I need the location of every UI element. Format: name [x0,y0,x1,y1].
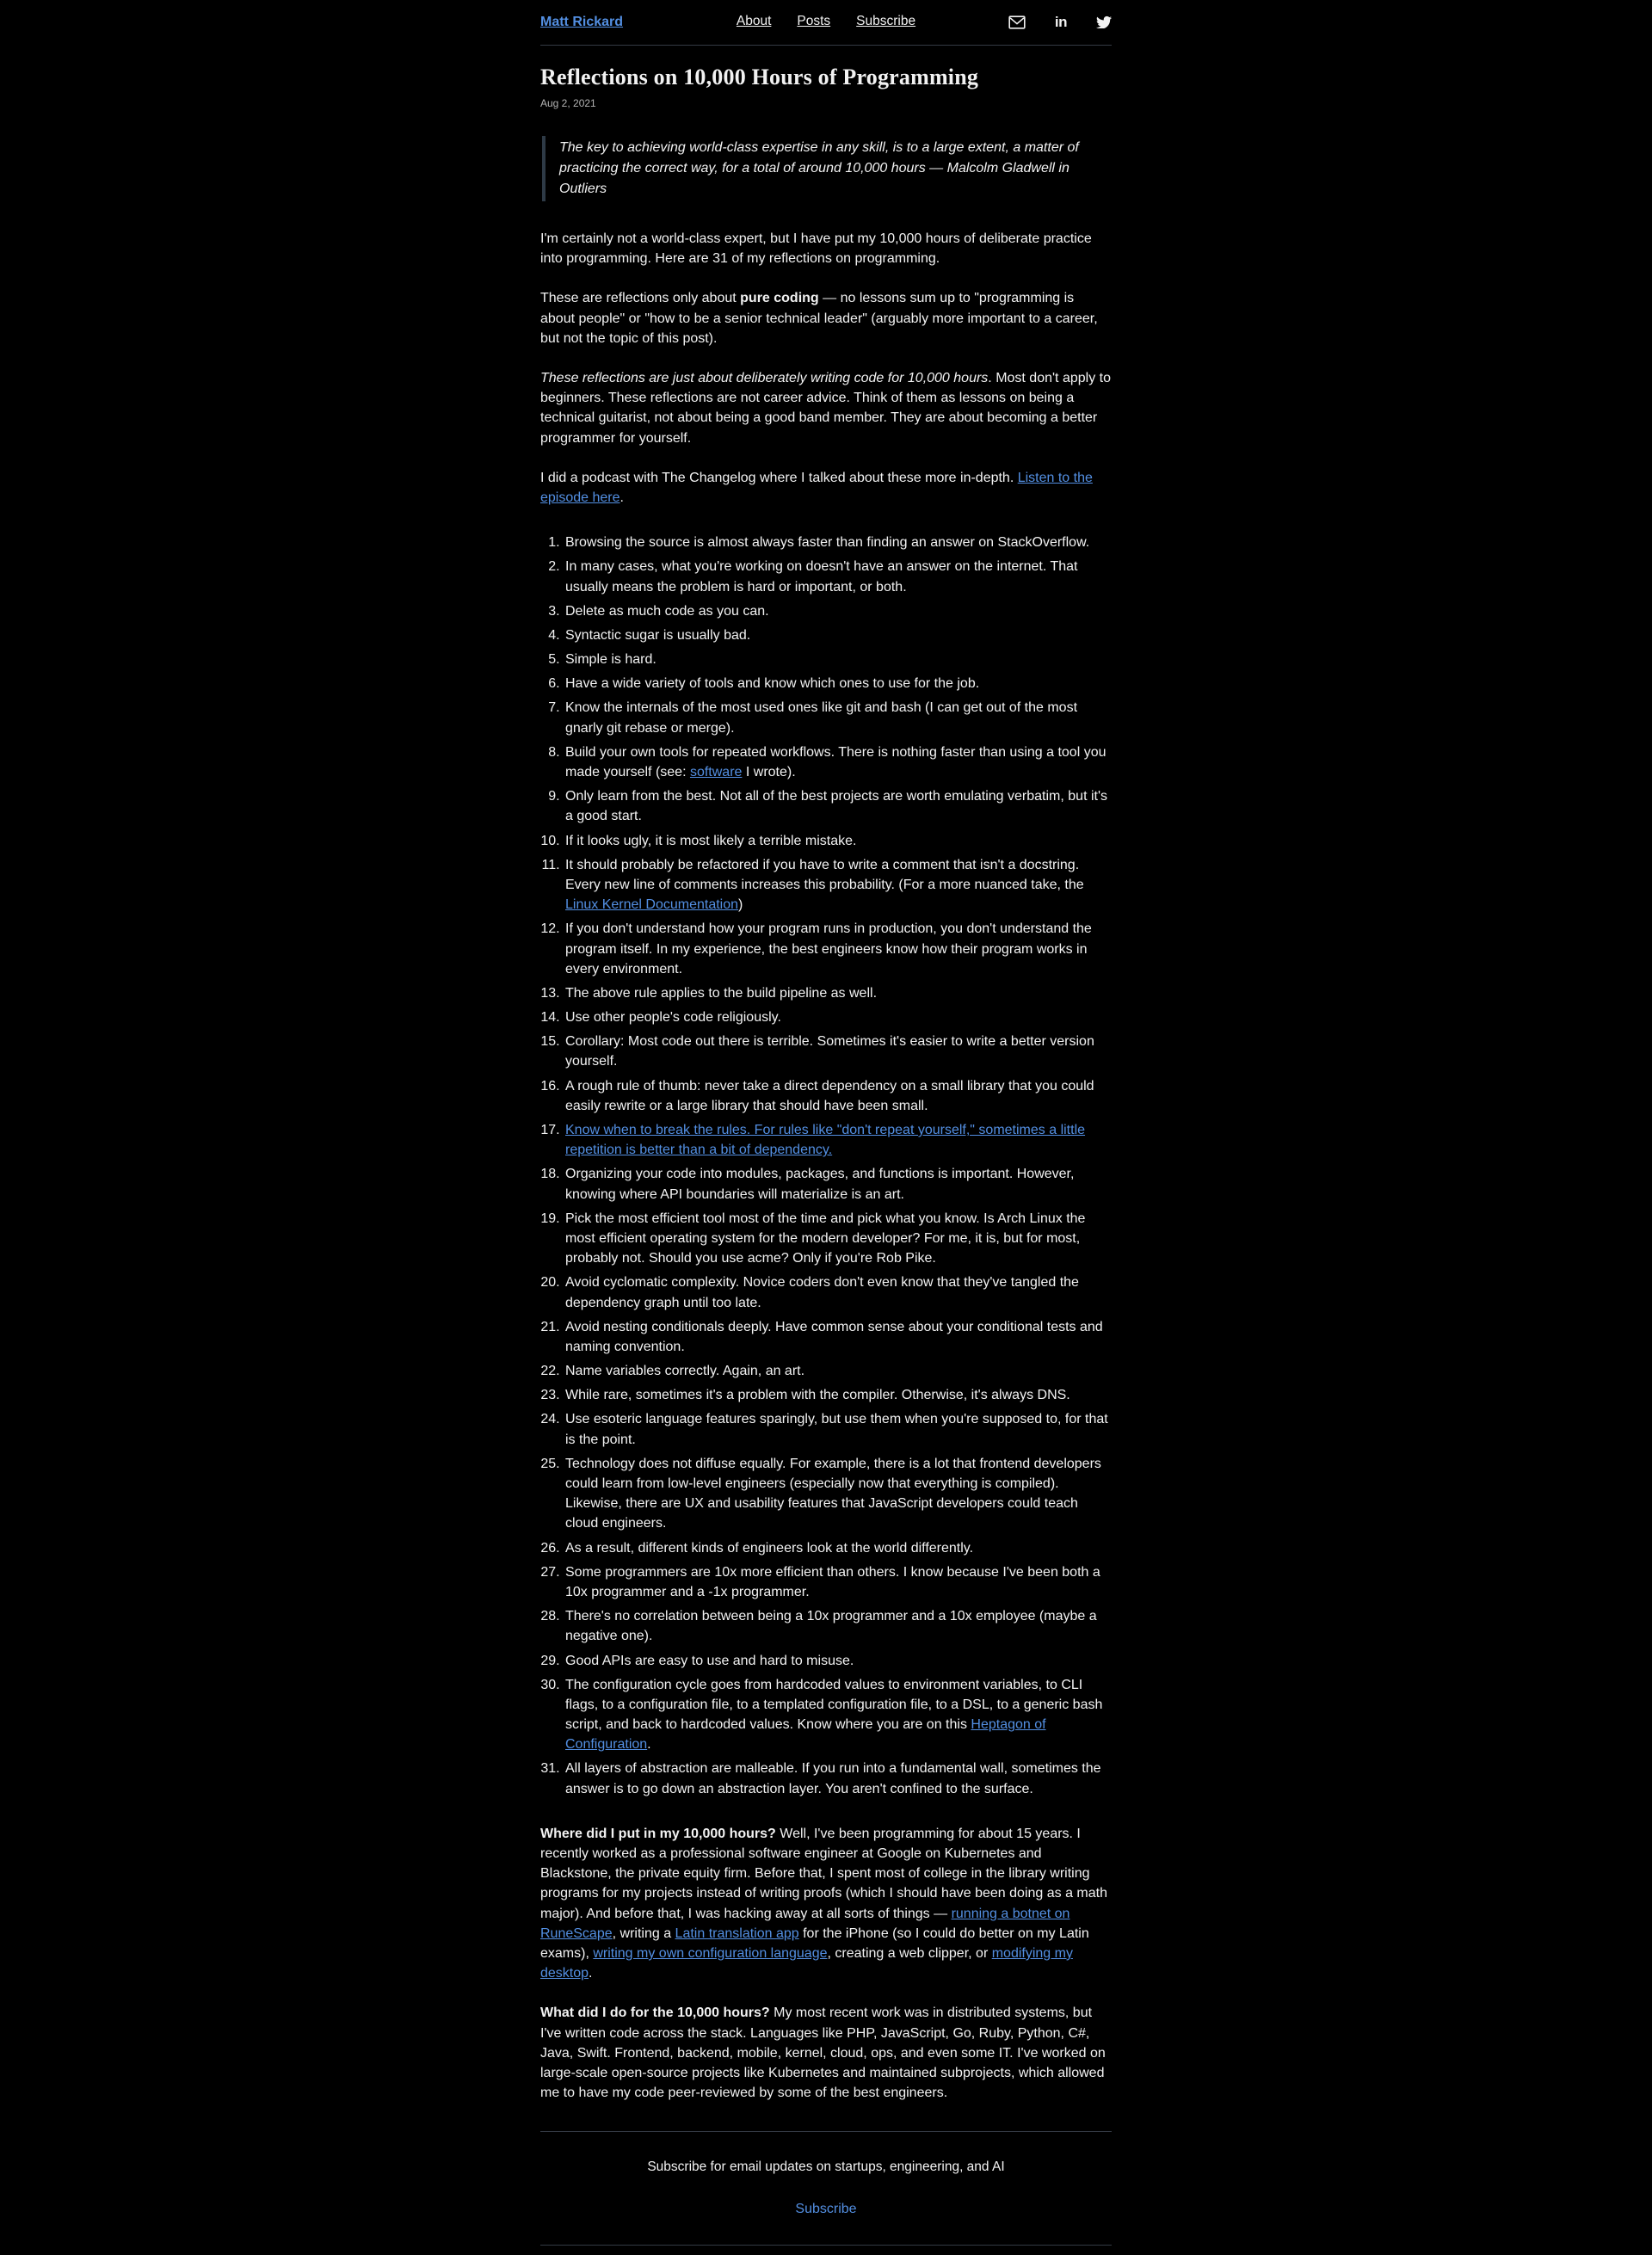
text-segment: A rough rule of thumb: never take a direct dependency on a small library that you could easily rewrite or a large library that should have been small. [565,1078,1094,1113]
page-title: Reflections on 10,000 Hours of Programming [540,65,979,90]
text-segment: Good APIs are easy to use and hard to misuse. [565,1653,854,1668]
reflection-item [564,533,1112,552]
text-segment: . [589,1966,593,1981]
reflection-item [564,1409,1112,1449]
footer-divider-top [540,2131,1112,2132]
nav-link-posts[interactable]: Posts [797,14,831,29]
reflection-item [564,1076,1112,1116]
reflection-item [564,1675,1112,1755]
paragraph [540,468,1112,508]
footer-divider-bottom [540,2245,1112,2246]
post-date: Aug 2, 2021 [540,96,596,109]
reflection-item [564,1361,1112,1381]
reflection-item [564,831,1112,851]
footer-subscribe-link[interactable]: Subscribe [795,2201,857,2216]
reflection-item [564,1317,1112,1357]
text-segment: The above rule applies to the build pipeline as well. [565,985,878,1001]
reflection-item [564,742,1112,782]
inline-link[interactable]: Heptagon of Configuration [565,1717,1046,1753]
inline-link[interactable]: software [689,765,743,780]
social-icons [1008,15,1112,29]
text-segment: Browsing the source is almost always faster than finding an answer on StackOverflow. [565,535,1090,551]
text-segment: — no lessons sum up to "programming is about people" or "how to be a senior technical leader" (arguably more important to a career, but not the topic of this post). [540,291,1098,346]
reflection-item [564,1272,1112,1312]
text-segment: Where did I put in my 10,000 hours? [540,1826,776,1841]
reflection-item [564,650,1112,669]
reflection-item [564,983,1112,1003]
reflection-item [564,625,1112,645]
reflection-item [564,1562,1112,1602]
reflection-item [564,1385,1112,1405]
text-segment: . [620,490,624,505]
text-segment: These are reflections only about [540,291,741,306]
reflection-item [564,919,1112,979]
closing-paragraph [540,2003,1112,2103]
nav-link-about[interactable]: About [736,14,772,29]
text-segment: I did a podcast with The Changelog where I talked about these more in-depth. [540,470,1018,485]
inline-link[interactable]: running a botnet on RuneScape [540,1906,1070,1941]
text-segment: Use esoteric language features sparingly, but use them when you're supposed to, for that is the point. [565,1412,1108,1447]
text-segment: , writing a [612,1925,675,1941]
text-segment: My most recent work was in distributed systems, but I've written code across the stack. Languages like PHP, JavaScript, Go, Ruby, Python, C#, Java, Swift. Frontend, backend, mobile, kernel, cloud, ops, and even some IT. I've worked on large-scale open-source projects like Kubernetes and maintained subprojects, which allowed me to have my code peer-reviewed by some of the best engineers. [540,2005,1106,2101]
text-segment: If it looks ugly, it is most likely a terrible mistake. [565,833,857,848]
text-segment: Have a wide variety of tools and know which ones to use for the job. [565,676,980,692]
text-segment: . [647,1737,651,1753]
reflection-item [564,674,1112,693]
inline-link[interactable]: Listen to the episode here [540,470,1093,505]
twitter-icon[interactable] [1096,15,1112,28]
text-segment: Organizing your code into modules, packages, and functions is important. However, knowing where API boundaries will materialize is an art. [565,1167,1075,1202]
text-segment: If you don't understand how your program runs in production, you don't understand the program itself. In my experience, the best engineers know how their program works in every environment. [565,921,1092,977]
reflection-item [564,1651,1112,1671]
paragraph [540,229,1112,268]
text-segment: The configuration cycle goes from hardcoded values to environment variables, to CLI flags, to a configuration file, to a templated configuration file, to a DSL, to a generic bash script, and back to hardcoded values. Know where you are on this [565,1677,1103,1733]
reflection-item [564,1032,1112,1071]
text-segment: Pick the most efficient tool most of the time and pick what you know. Is Arch Linux the most efficient operating system for the modern developer? For me, it is, but for most, probably not. Should you use acme? Only if you're Rob Pike. [565,1211,1086,1266]
reflection-item [564,1209,1112,1269]
reflection-item [564,1007,1112,1027]
inline-link[interactable]: Know when to break the rules. For rules like "don't repeat yourself," sometimes a little repetition is better than a bit of dependency. [565,1123,1086,1158]
text-segment: All layers of abstraction are malleable. If you run into a fundamental wall, sometimes the answer is to go down an abstraction layer. You aren't confined to the surface. [565,1761,1101,1796]
text-segment: Some programmers are 10x more efficient than others. I know because I've been both a 10x programmer and a -1x programmer. [565,1564,1100,1599]
text-segment: It should probably be refactored if you have to write a comment that isn't a docstring. Every new line of comments increases this probability. (For a more nuanced take, the [565,857,1084,892]
reflection-item [564,1538,1112,1558]
text-segment: Only learn from the best. Not all of the best projects are worth emulating verbatim, but it's a good start. [565,789,1108,824]
nav-link-subscribe[interactable]: Subscribe [856,14,916,29]
text-segment: pure coding [740,291,819,306]
reflection-item [564,1164,1112,1204]
linkedin-icon[interactable] [1055,15,1067,29]
reflection-item [564,601,1112,621]
text-segment: Well, I've been programming for about 15 years. I recently worked as a professional software engineer at Google on Kubernetes and Blackstone, the private equity firm. Before that, I spent most of college in the library writing programs for my projects instead of writing proofs (which I should have been doing as a math major). And before that, I was hacking away at all sorts of things — [540,1826,1107,1921]
reflection-item [564,557,1112,596]
text-segment: Build your own tools for repeated workflows. There is nothing faster than using a tool you made yourself (see: [565,744,1106,780]
header-divider [540,45,1112,46]
text-segment: Technology does not diffuse equally. For example, there is a lot that frontend developers could learn from low-level engineers (especially now that everything is compiled). Likewise, there are UX and usability features that JavaScript developers could teach cloud engineers. [565,1456,1101,1531]
text-segment: . Most don't apply to beginners. These reflections are not career advice. Think of them as lessons on being a technical guitarist, not about being a good band member. They are about becoming a better programmer for yourself. [540,371,1111,446]
text-segment: Simple is hard. [565,652,656,668]
text-segment: Delete as much code as you can. [565,603,769,619]
text-segment: These reflections are just about deliberately writing code for 10,000 hours [540,371,989,386]
reflection-item [564,786,1112,826]
linkedin-glyph: in [1054,14,1067,31]
text-segment: I'm certainly not a world-class expert, but I have put my 10,000 hours of deliberate practice into programming. Here are 31 of my reflections on programming. [540,231,1092,267]
closing-paragraph [540,1824,1112,1984]
text-segment: Avoid nesting conditionals deeply. Have common sense about your conditional tests and naming convention. [565,1319,1103,1354]
paragraph [540,368,1112,448]
text-segment: ) [738,897,743,913]
footer-tagline: Subscribe for email updates on startups, engineering, and AI [647,2160,1005,2175]
reflection-item [564,1759,1112,1798]
header-nav [737,12,915,31]
text-segment: Name variables correctly. Again, an art. [565,1364,805,1379]
inline-link[interactable]: Latin translation app [675,1925,799,1941]
brand-link[interactable]: Matt Rickard [540,15,624,29]
text-segment: Syntactic sugar is usually bad. [565,627,751,643]
inline-link[interactable]: writing my own configuration language [593,1945,828,1961]
content-column [540,0,1112,2255]
text-segment: Corollary: Most code out there is terrible. Sometimes it's easier to write a better version yourself. [565,1034,1094,1069]
text-segment: , creating a web clipper, or [827,1945,992,1961]
reflection-item [564,1454,1112,1534]
text-segment: While rare, sometimes it's a problem with the compiler. Otherwise, it's always DNS. [565,1388,1070,1403]
text-segment: There's no correlation between being a 10x programmer and a 10x employee (maybe a negative one). [565,1609,1097,1644]
inline-link[interactable]: modifying my desktop [540,1945,1073,1981]
text-segment: Avoid cyclomatic complexity. Novice coders don't even know that they've tangled the dependency graph until too late. [565,1275,1079,1310]
reflection-item [564,698,1112,737]
blockquote: The key to achieving world-class expertise in any skill, is to a large extent, a matter of practicing the correct way, for a total of around 10,000 hours — Malcolm Gladwell in Outliers [542,136,1112,201]
inline-link[interactable]: Linux Kernel Documentation [565,897,739,913]
text-segment: Use other people's code religiously. [565,1010,781,1026]
paragraph [540,288,1112,348]
reflection-item [564,1120,1112,1160]
closing-paragraphs [540,1824,1112,2103]
article [540,64,1112,2103]
text-segment: Know the internals of the most used ones like git and bash (I can get out of the most gnarly git rebase or merge). [565,700,1078,736]
reflection-item [564,855,1112,915]
reflection-item [564,1606,1112,1646]
text-segment: As a result, different kinds of engineers look at the world differently. [565,1540,974,1556]
text-segment: In many cases, what you're working on doesn't have an answer on the internet. That usually means the problem is hard or important, or both. [565,559,1078,595]
intro-paragraphs [540,229,1112,508]
site-footer [540,2131,1112,2255]
text-segment: What did I do for the 10,000 hours? [540,2005,770,2021]
text-segment: I wrote). [742,765,796,780]
site-header [540,0,1112,45]
reflections-list [540,533,1112,1799]
email-icon[interactable] [1008,15,1026,29]
text-segment: for the iPhone (so I could do better on my Latin exams), [540,1925,1089,1961]
